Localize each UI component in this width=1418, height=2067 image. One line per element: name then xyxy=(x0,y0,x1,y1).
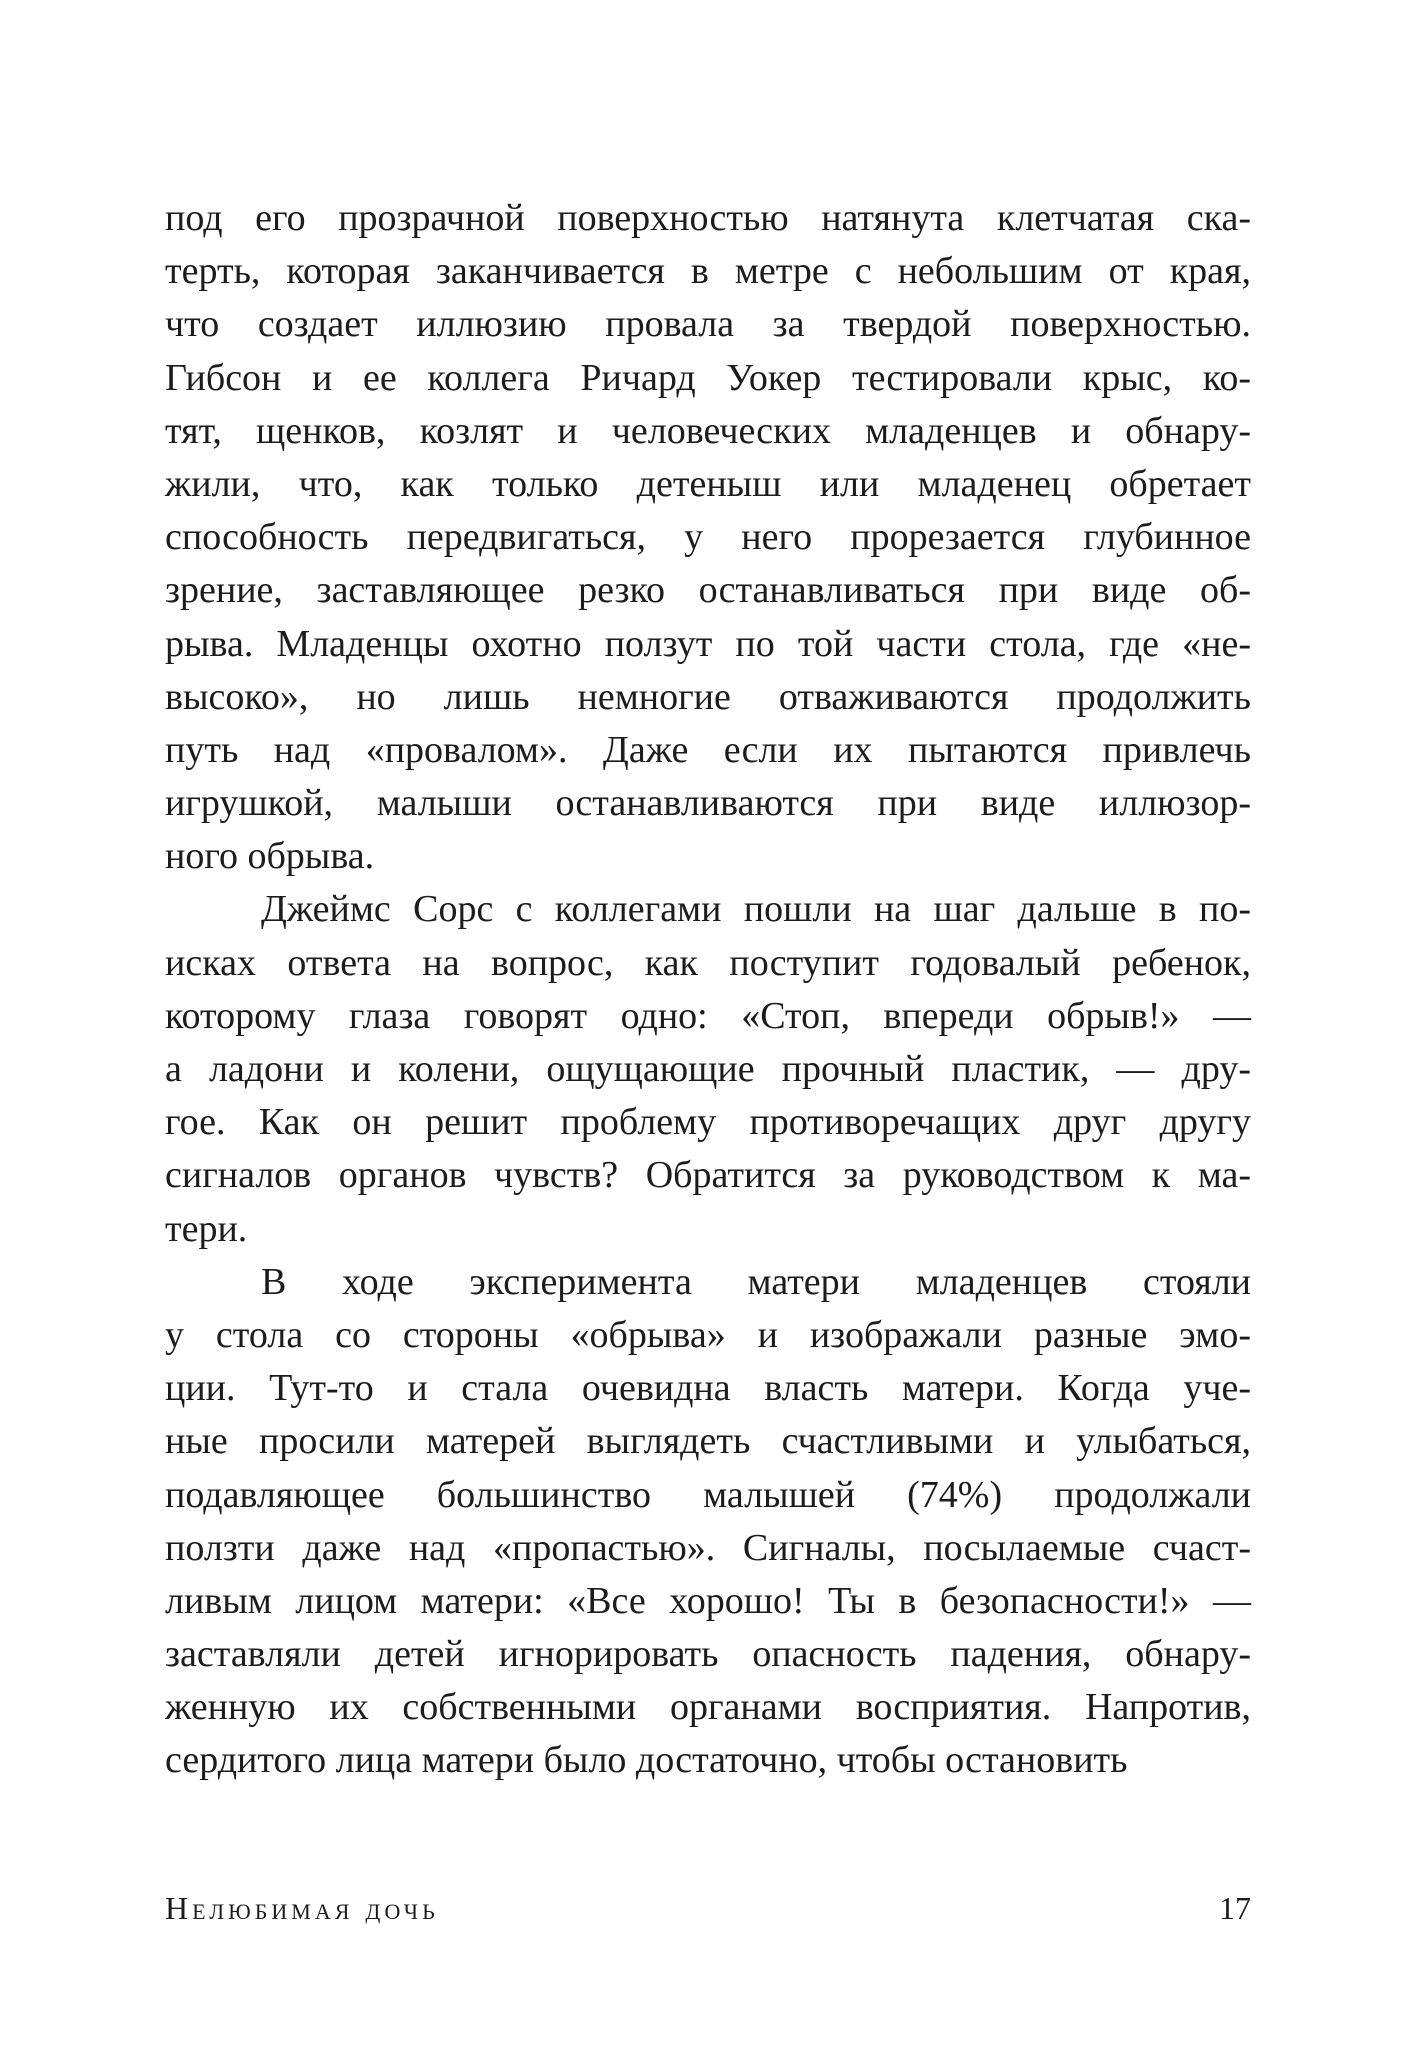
text-line: зрение, заставляющее резко останавливаться при виде об- xyxy=(165,569,1251,612)
text-line: рыва. Младенцы охотно ползут по той части стола, где «не- xyxy=(165,622,1251,665)
text-line: ползти даже над «пропастью». Сигналы, посылаемые счаст- xyxy=(165,1526,1251,1569)
text-line: у стола со стороны «обрыва» и изображали разные эмо- xyxy=(165,1313,1251,1356)
text-line: ного обрыва. xyxy=(165,835,375,878)
text-line: что создает иллюзию провала за твердой поверхностью. xyxy=(165,303,1251,346)
body-text xyxy=(165,192,1251,1788)
paragraph xyxy=(165,192,1251,883)
text-line: сигналов органов чувств? Обратится за руководством к ма- xyxy=(165,1154,1251,1197)
text-line: заставляли детей игнорировать опасность падения, обнару- xyxy=(165,1633,1251,1676)
paragraph xyxy=(165,883,1251,1255)
text-line: а ладони и колени, ощущающие прочный пластик, — дру- xyxy=(165,1048,1251,1090)
text-line: исках ответа на вопрос, как поступит годовалый ребенок, xyxy=(165,941,1251,984)
text-line: жили, что, как только детеныш или младенец обретает xyxy=(165,462,1251,505)
text-line: ции. Тут-то и стала очевидна власть матери. Когда уче- xyxy=(165,1367,1251,1410)
text-line: женную их собственными органами восприятия. Напротив, xyxy=(165,1686,1251,1729)
paragraph xyxy=(165,1256,1251,1788)
text-line: тят, щенков, козлят и человеческих младенцев и обнару- xyxy=(165,409,1251,452)
text-line: ливым лицом матери: «Все хорошо! Ты в безопасности!» — xyxy=(165,1579,1251,1622)
running-title: Нелюбимая дочь xyxy=(165,1890,439,1926)
text-line: подавляющее большинство малышей (74%) продолжали xyxy=(165,1473,1251,1516)
text-line: сердитого лица матери было достаточно, чтобы остановить xyxy=(165,1739,1128,1782)
text-line: ные просили матерей выглядеть счастливыми и улыбаться, xyxy=(165,1420,1251,1463)
text-line: игрушкой, малыши останавливаются при виде иллюзор- xyxy=(165,782,1251,825)
text-line: Джеймс Сорс с коллегами пошли на шаг дальше в по- xyxy=(261,888,1251,931)
text-line: терть, которая заканчивается в метре с небольшим от края, xyxy=(165,250,1251,293)
page-footer xyxy=(165,1890,1251,1938)
text-line: тери. xyxy=(165,1207,248,1250)
text-line: под его прозрачной поверхностью натянута клетчатая ска- xyxy=(165,197,1251,239)
text-line: путь над «провалом». Даже если их пытаются привлечь xyxy=(165,728,1251,771)
text-line: Гибсон и ее коллега Ричард Уокер тестировали крыс, ко- xyxy=(165,356,1251,399)
page-number: 17 xyxy=(1219,1890,1251,1926)
text-line: способность передвигаться, у него прорезается глубинное xyxy=(165,516,1251,559)
text-line: которому глаза говорят одно: «Стоп, впереди обрыв!» — xyxy=(165,994,1251,1037)
text-line: гое. Как он решит проблему противоречащих друг другу xyxy=(165,1101,1251,1144)
text-line: В ходе эксперимента матери младенцев стояли xyxy=(261,1260,1251,1303)
text-line: высоко», но лишь немногие отваживаются продолжить xyxy=(165,675,1251,718)
